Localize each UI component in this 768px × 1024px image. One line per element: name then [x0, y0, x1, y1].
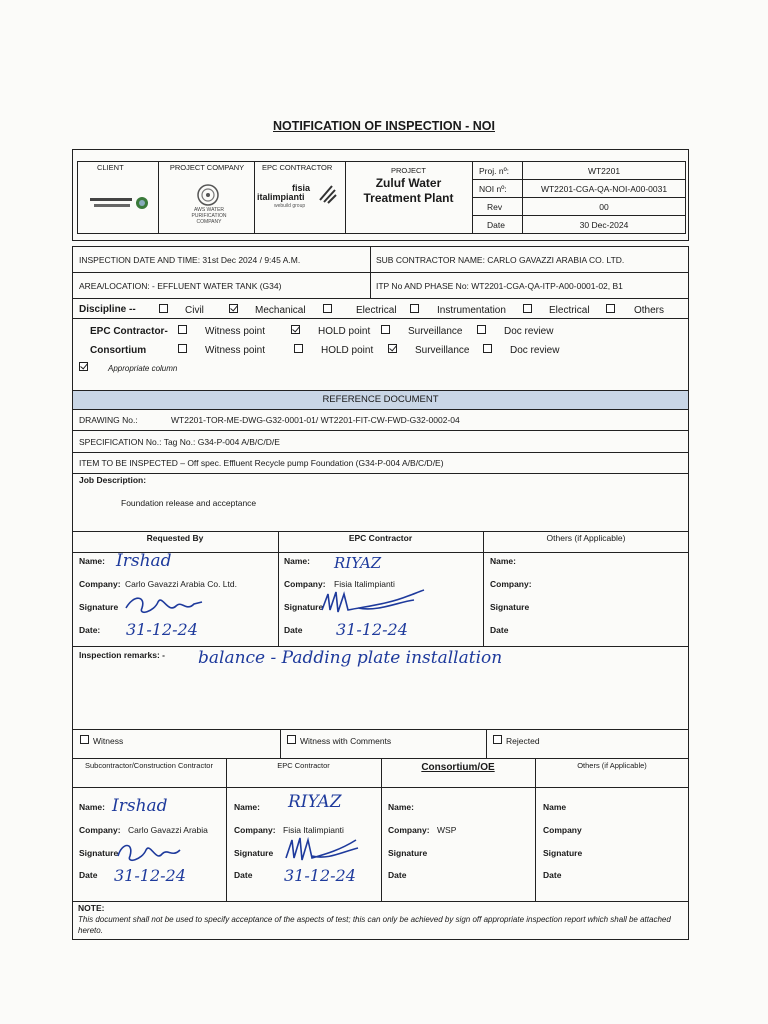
epc-docreview-checkbox[interactable]: [477, 325, 486, 334]
discipline-others-checkbox[interactable]: [606, 304, 615, 313]
requested-by-heading: Requested By: [146, 533, 204, 543]
so-cons-signature-label: Signature: [388, 848, 428, 858]
discipline-electrical-checkbox[interactable]: [323, 304, 332, 313]
reference-heading: REFERENCE DOCUMENT: [322, 394, 439, 405]
epc-surveillance-checkbox[interactable]: [381, 325, 390, 334]
note-text: This document shall not be used to specify acceptance of the aspects of test; this can only be achieved by sign off appropriate inspection report which shall be attached hereto.: [78, 915, 671, 935]
reqepc-date-label: Date: [284, 625, 303, 635]
so-oth-company-label: Company: [543, 825, 582, 835]
drawing-value: WT2201-TOR-ME-DWG-G32-0001-01/ WT2201-FIT-CW-FWD-G32-0002-04: [171, 415, 460, 425]
so-epc-signature-image: [282, 832, 362, 866]
rejected-checkbox[interactable]: [493, 735, 502, 744]
consortium-docreview-checkbox[interactable]: [483, 344, 492, 353]
project-label: PROJECT: [390, 166, 426, 175]
noi-no-value: WT2201-CGA-QA-NOI-A00-0031: [540, 184, 668, 194]
so-sub-date-label: Date: [79, 870, 98, 880]
appropriate-column-checkbox: [79, 362, 88, 371]
consortium-row-label: Consortium: [90, 345, 147, 356]
inspection-remarks-handwritten: balance - Padding plate installation: [198, 648, 503, 668]
so-epc-company-value: Fisia Italimpianti: [283, 825, 344, 835]
discipline-label: Discipline --: [79, 304, 136, 315]
proj-no-label: Proj. nº:: [479, 166, 510, 176]
epc-surveillance-label: Surveillance: [408, 326, 463, 337]
discipline-electrical-label: Electrical: [356, 305, 397, 316]
note-label: NOTE:: [78, 903, 105, 913]
so-sub-name-label: Name:: [79, 802, 105, 812]
reqoth-company-label: Company:: [490, 579, 532, 589]
witness-checkbox[interactable]: [80, 735, 89, 744]
discipline-others-label: Others: [634, 305, 665, 316]
reqepc-company-value: Fisia Italimpianti: [334, 579, 395, 589]
so-epc-date-label: Date: [234, 870, 253, 880]
reqepc-name-label: Name:: [284, 556, 310, 566]
consortium-docreview-label: Doc review: [510, 345, 560, 356]
so-epc-name-label: Name:: [234, 802, 260, 812]
epc-witness-checkbox[interactable]: [178, 325, 187, 334]
signoff-epc-heading: EPC Contractor: [277, 761, 330, 770]
discipline-civil-label: Civil: [185, 305, 204, 316]
signoff-sub-heading: Subcontractor/Construction Contractor: [85, 761, 213, 770]
so-oth-signature-label: Signature: [543, 848, 583, 858]
req-date-label: Date:: [79, 625, 101, 635]
epc-logo-fisia: fisia: [292, 183, 311, 193]
specification: SPECIFICATION No.: Tag No.: G34-P-004 A/B/C/D/E: [79, 437, 280, 447]
so-sub-handwritten-date: 31-12-24: [114, 866, 186, 885]
epc-logo-mark-icon: [317, 182, 337, 209]
so-sub-signature-label: Signature: [79, 848, 119, 858]
itp-number: ITP No AND PHASE No: WT2201-CGA-QA-ITP-A00-0001-02, B1: [376, 281, 623, 291]
item-to-inspect: ITEM TO BE INSPECTED – Off spec. Effluent Recycle pump Foundation (G34-P-004 A/B/C/D/E): [79, 458, 444, 468]
signoff-consortium-heading: Consortium/OE: [421, 762, 495, 773]
reqoth-date-label: Date: [490, 625, 509, 635]
req-company-label: Company:: [79, 579, 121, 589]
date-value: 30 Dec-2024: [579, 220, 629, 230]
inspection-remarks-label: Inspection remarks: -: [79, 650, 165, 660]
area-location: AREA/LOCATION: - EFFLUENT WATER TANK (G34): [79, 281, 282, 291]
witness-comments-checkbox[interactable]: [287, 735, 296, 744]
epc-contractor-label: EPC CONTRACTOR: [262, 163, 333, 172]
witness-comments-label: Witness with Comments: [300, 736, 392, 746]
req-handwritten-date: 31-12-24: [126, 620, 198, 639]
so-cons-company-value: WSP: [437, 825, 457, 835]
project-company-label: PROJECT COMPANY: [169, 163, 245, 172]
reqepc-handwritten-date: 31-12-24: [336, 620, 408, 639]
date-label: Date: [487, 220, 505, 230]
rev-value: 00: [599, 202, 609, 212]
drawing-label: DRAWING No.:: [79, 415, 138, 425]
discipline-electrical2-label: Electrical: [549, 305, 590, 316]
so-epc-company-label: Company:: [234, 825, 276, 835]
noi-no-label: NOI nº:: [479, 184, 507, 194]
request-epc-heading: EPC Contractor: [348, 533, 413, 543]
epc-logo-italimpianti: italimpianti: [257, 192, 305, 202]
signoff-others-heading: Others (if Applicable): [577, 761, 647, 770]
client-logo-icon: [88, 193, 152, 213]
epc-docreview-label: Doc review: [504, 326, 554, 337]
request-others-heading: Others (if Applicable): [546, 533, 626, 543]
so-cons-date-label: Date: [388, 870, 407, 880]
so-sub-company-value: Carlo Gavazzi Arabia: [128, 825, 208, 835]
reqepc-handwritten-name: RIYAZ: [334, 554, 382, 572]
subcontractor-name: SUB CONTRACTOR NAME: CARLO GAVAZZI ARABIA CO. LTD.: [376, 255, 625, 265]
document-title: NOTIFICATION OF INSPECTION - NOI: [273, 119, 495, 133]
so-sub-handwritten-name: Irshad: [112, 796, 168, 816]
appropriate-column-note: Appropriate column: [108, 364, 178, 373]
project-name: Zuluf Water Treatment Plant: [363, 176, 454, 205]
so-sub-signature-image: [114, 838, 186, 866]
reqepc-company-label: Company:: [284, 579, 326, 589]
consortium-hold-checkbox[interactable]: [294, 344, 303, 353]
so-cons-name-label: Name:: [388, 802, 414, 812]
reqepc-signature-image: [318, 586, 428, 618]
inspection-date: INSPECTION DATE AND TIME: 31st Dec 2024 / 9:45 A.M.: [79, 255, 301, 265]
so-cons-company-label: Company:: [388, 825, 430, 835]
job-description-label: Job Description:: [79, 475, 147, 485]
so-oth-date-label: Date: [543, 870, 562, 880]
reqoth-name-label: Name:: [490, 556, 516, 566]
discipline-mechanical-label: Mechanical: [255, 305, 306, 316]
reqepc-signature-label: Signature: [284, 602, 324, 612]
consortium-witness-checkbox[interactable]: [178, 344, 187, 353]
project-company-logo-text: AWS WATER PURIFICATION COMPANY: [191, 207, 227, 225]
so-epc-handwritten-date: 31-12-24: [284, 866, 356, 885]
rev-label: Rev: [487, 202, 503, 212]
discipline-instrumentation-checkbox[interactable]: [410, 304, 419, 313]
consortium-surveillance-label: Surveillance: [415, 345, 470, 356]
discipline-mechanical-checkbox[interactable]: [229, 304, 238, 313]
witness-label: Witness: [93, 736, 124, 746]
so-oth-name-label: Name: [543, 802, 567, 812]
reqoth-signature-label: Signature: [490, 602, 530, 612]
so-epc-signature-label: Signature: [234, 848, 274, 858]
client-logo: [88, 193, 152, 213]
req-signature-image: [124, 592, 204, 618]
epc-row-label: EPC Contractor-: [90, 326, 168, 337]
job-description-value: Foundation release and acceptance: [121, 498, 257, 508]
client-label: CLIENT: [97, 163, 124, 172]
consortium-hold-label: HOLD point: [321, 345, 374, 356]
req-signature-label: Signature: [79, 602, 119, 612]
consortium-witness-label: Witness point: [205, 345, 266, 356]
epc-hold-label: HOLD point: [318, 326, 371, 337]
proj-no-value: WT2201: [587, 166, 621, 176]
req-name-label: Name:: [79, 556, 105, 566]
consortium-surveillance-checkbox[interactable]: [388, 344, 397, 353]
so-sub-company-label: Company:: [79, 825, 121, 835]
epc-witness-label: Witness point: [205, 326, 266, 337]
discipline-electrical2-checkbox[interactable]: [523, 304, 532, 313]
rejected-label: Rejected: [506, 736, 540, 746]
discipline-instrumentation-label: Instrumentation: [437, 305, 506, 316]
project-company-logo-icon: [196, 183, 220, 207]
epc-hold-checkbox[interactable]: [291, 325, 300, 334]
req-company-value: Carlo Gavazzi Arabia Co. Ltd.: [125, 579, 237, 589]
discipline-civil-checkbox[interactable]: [159, 304, 168, 313]
req-handwritten-name: Irshad: [116, 551, 172, 571]
so-epc-handwritten-name: RIYAZ: [288, 792, 342, 812]
epc-logo-sub: webuild group: [274, 203, 306, 209]
